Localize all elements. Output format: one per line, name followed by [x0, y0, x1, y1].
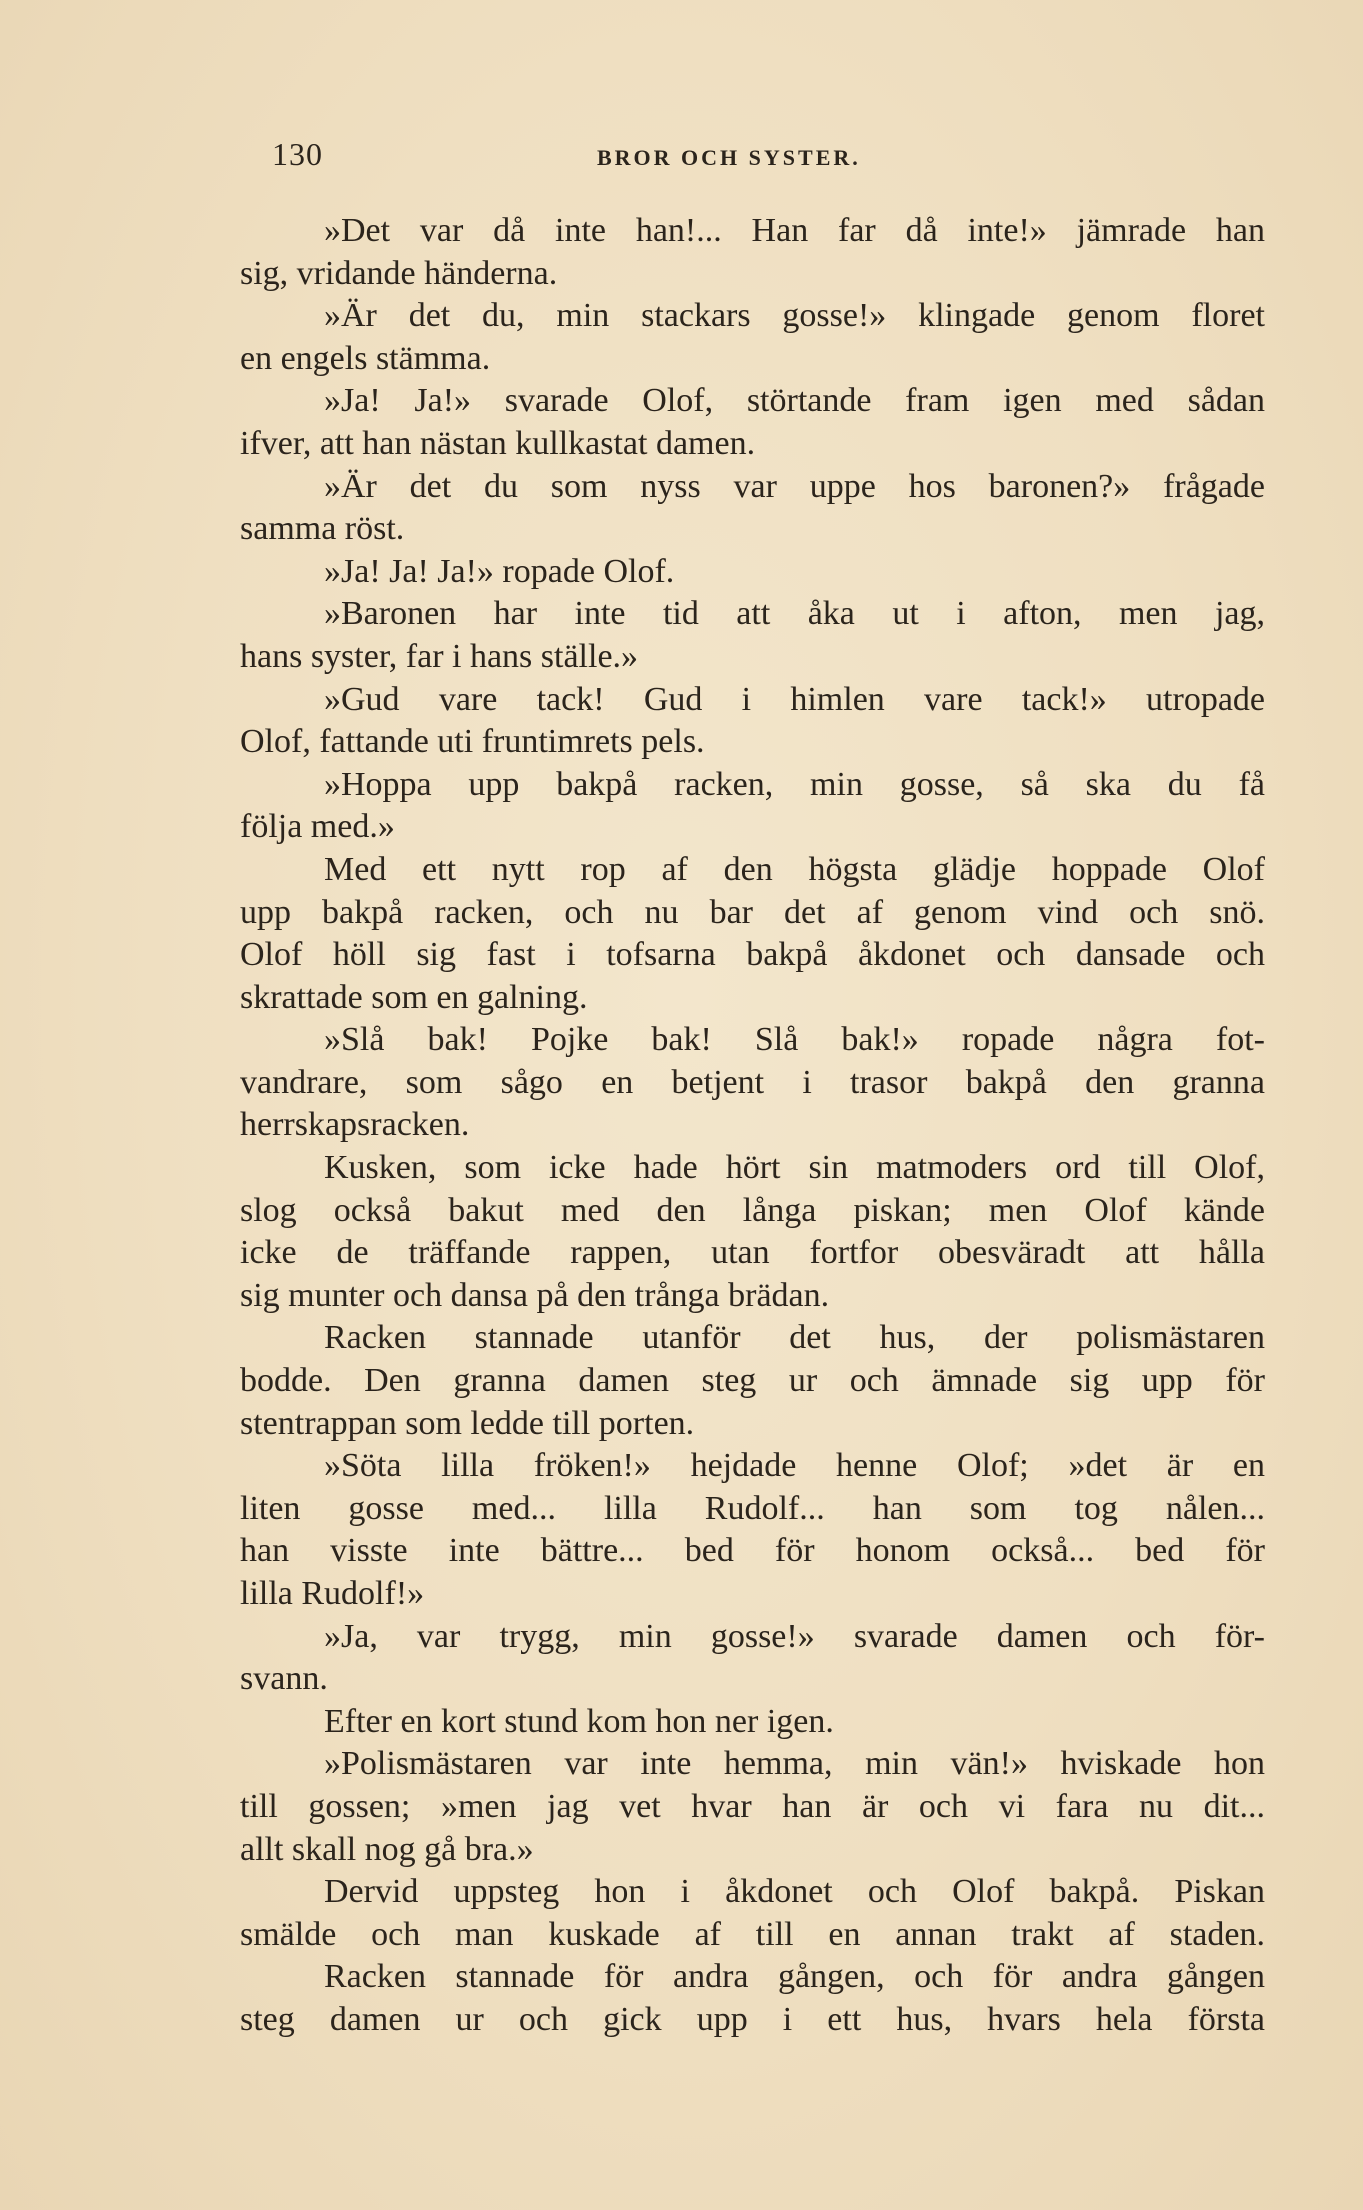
text-line: liten gosse med... lilla Rudolf... han som tog nålen... — [240, 1489, 1265, 1527]
text-line: samma röst. — [240, 510, 405, 548]
text-line: icke de träffande rappen, utan fortfor obesväradt att hålla — [240, 1234, 1265, 1272]
text-line: vandrare, som sågo en betjent i trasor bakpå den granna — [240, 1063, 1265, 1101]
text-line: »Det var då inte han!... Han far då inte!» jämrade han — [324, 212, 1265, 249]
text-line: »Ja, var trygg, min gosse!» svarade damen och för- — [324, 1617, 1265, 1655]
text-line: Dervid uppsteg hon i åkdonet och Olof bakpå. Piskan — [324, 1873, 1265, 1911]
text-line: »Ja! Ja! Ja!» ropade Olof. — [324, 552, 675, 590]
text-line: »Ja! Ja!» svarade Olof, störtande fram igen med sådan — [324, 382, 1265, 420]
page-number: 130 — [272, 136, 323, 172]
running-title: BROR OCH SYSTER. — [597, 145, 861, 170]
text-line: »Är det du som nyss var uppe hos baronen?» frågade — [324, 467, 1265, 505]
text-line: Olof höll sig fast i tofsarna bakpå åkdonet och dansade och — [240, 936, 1265, 974]
text-line: »Baronen har inte tid att åka ut i afton, men jag, — [324, 595, 1265, 633]
text-line: Olof, fattande uti fruntimrets pels. — [240, 723, 705, 761]
text-line: Kusken, som icke hade hört sin matmoders ord till Olof, — [324, 1149, 1265, 1187]
text-line: »Hoppa upp bakpå racken, min gosse, så ska du få — [324, 765, 1265, 803]
text-line: följa med.» — [240, 808, 395, 846]
text-line: Racken stannade för andra gången, och för andra gången — [324, 1958, 1265, 1996]
text-line: skrattade som en galning. — [240, 978, 588, 1016]
text-line: lilla Rudolf!» — [240, 1575, 425, 1612]
page-header — [272, 136, 1262, 186]
text-line: »Slå bak! Pojke bak! Slå bak!» ropade några fot- — [324, 1021, 1265, 1059]
text-line: hans syster, far i hans ställe.» — [240, 637, 639, 675]
text-line: »Är det du, min stackars gosse!» klingade genom floret — [324, 297, 1265, 335]
text-line: en engels stämma. — [240, 339, 491, 377]
text-line: slog också bakut med den långa piskan; men Olof kände — [240, 1191, 1265, 1229]
body-text — [240, 210, 1265, 2042]
text-line: »Söta lilla fröken!» hejdade henne Olof; »det är en — [324, 1447, 1265, 1485]
text-line: allt skall nog gå bra.» — [240, 1830, 534, 1868]
text-line: Med ett nytt rop af den högsta glädje hoppade Olof — [324, 850, 1265, 888]
text-line: »Polismästaren var inte hemma, min vän!» hviskade hon — [324, 1745, 1265, 1783]
text-line: sig munter och dansa på den trånga brädan. — [240, 1276, 830, 1314]
text-line: Efter en kort stund kom hon ner igen. — [324, 1702, 834, 1740]
text-line: bodde. Den granna damen steg ur och ämnade sig upp för — [240, 1362, 1265, 1400]
text-line: smälde och man kuskade af till en annan trakt af staden. — [240, 1915, 1265, 1953]
text-line: till gossen; »men jag vet hvar han är och vi fara nu dit... — [240, 1787, 1265, 1825]
text-line: ifver, att han nästan kullkastat damen. — [240, 424, 756, 462]
text-line: stentrappan som ledde till porten. — [240, 1404, 695, 1442]
text-line: sig, vridande händerna. — [240, 254, 558, 292]
text-line: svann. — [240, 1660, 328, 1698]
text-line: Racken stannade utanför det hus, der polismästaren — [324, 1319, 1265, 1357]
text-line: han visste inte bättre... bed för honom också... bed för — [240, 1532, 1265, 1570]
text-line: »Gud vare tack! Gud i himlen vare tack!» utropade — [324, 680, 1265, 718]
text-line: upp bakpå racken, och nu bar det af genom vind och snö. — [240, 893, 1265, 931]
text-line: steg damen ur och gick upp i ett hus, hvars hela första — [240, 2000, 1265, 2038]
text-line: herrskapsracken. — [240, 1106, 470, 1144]
